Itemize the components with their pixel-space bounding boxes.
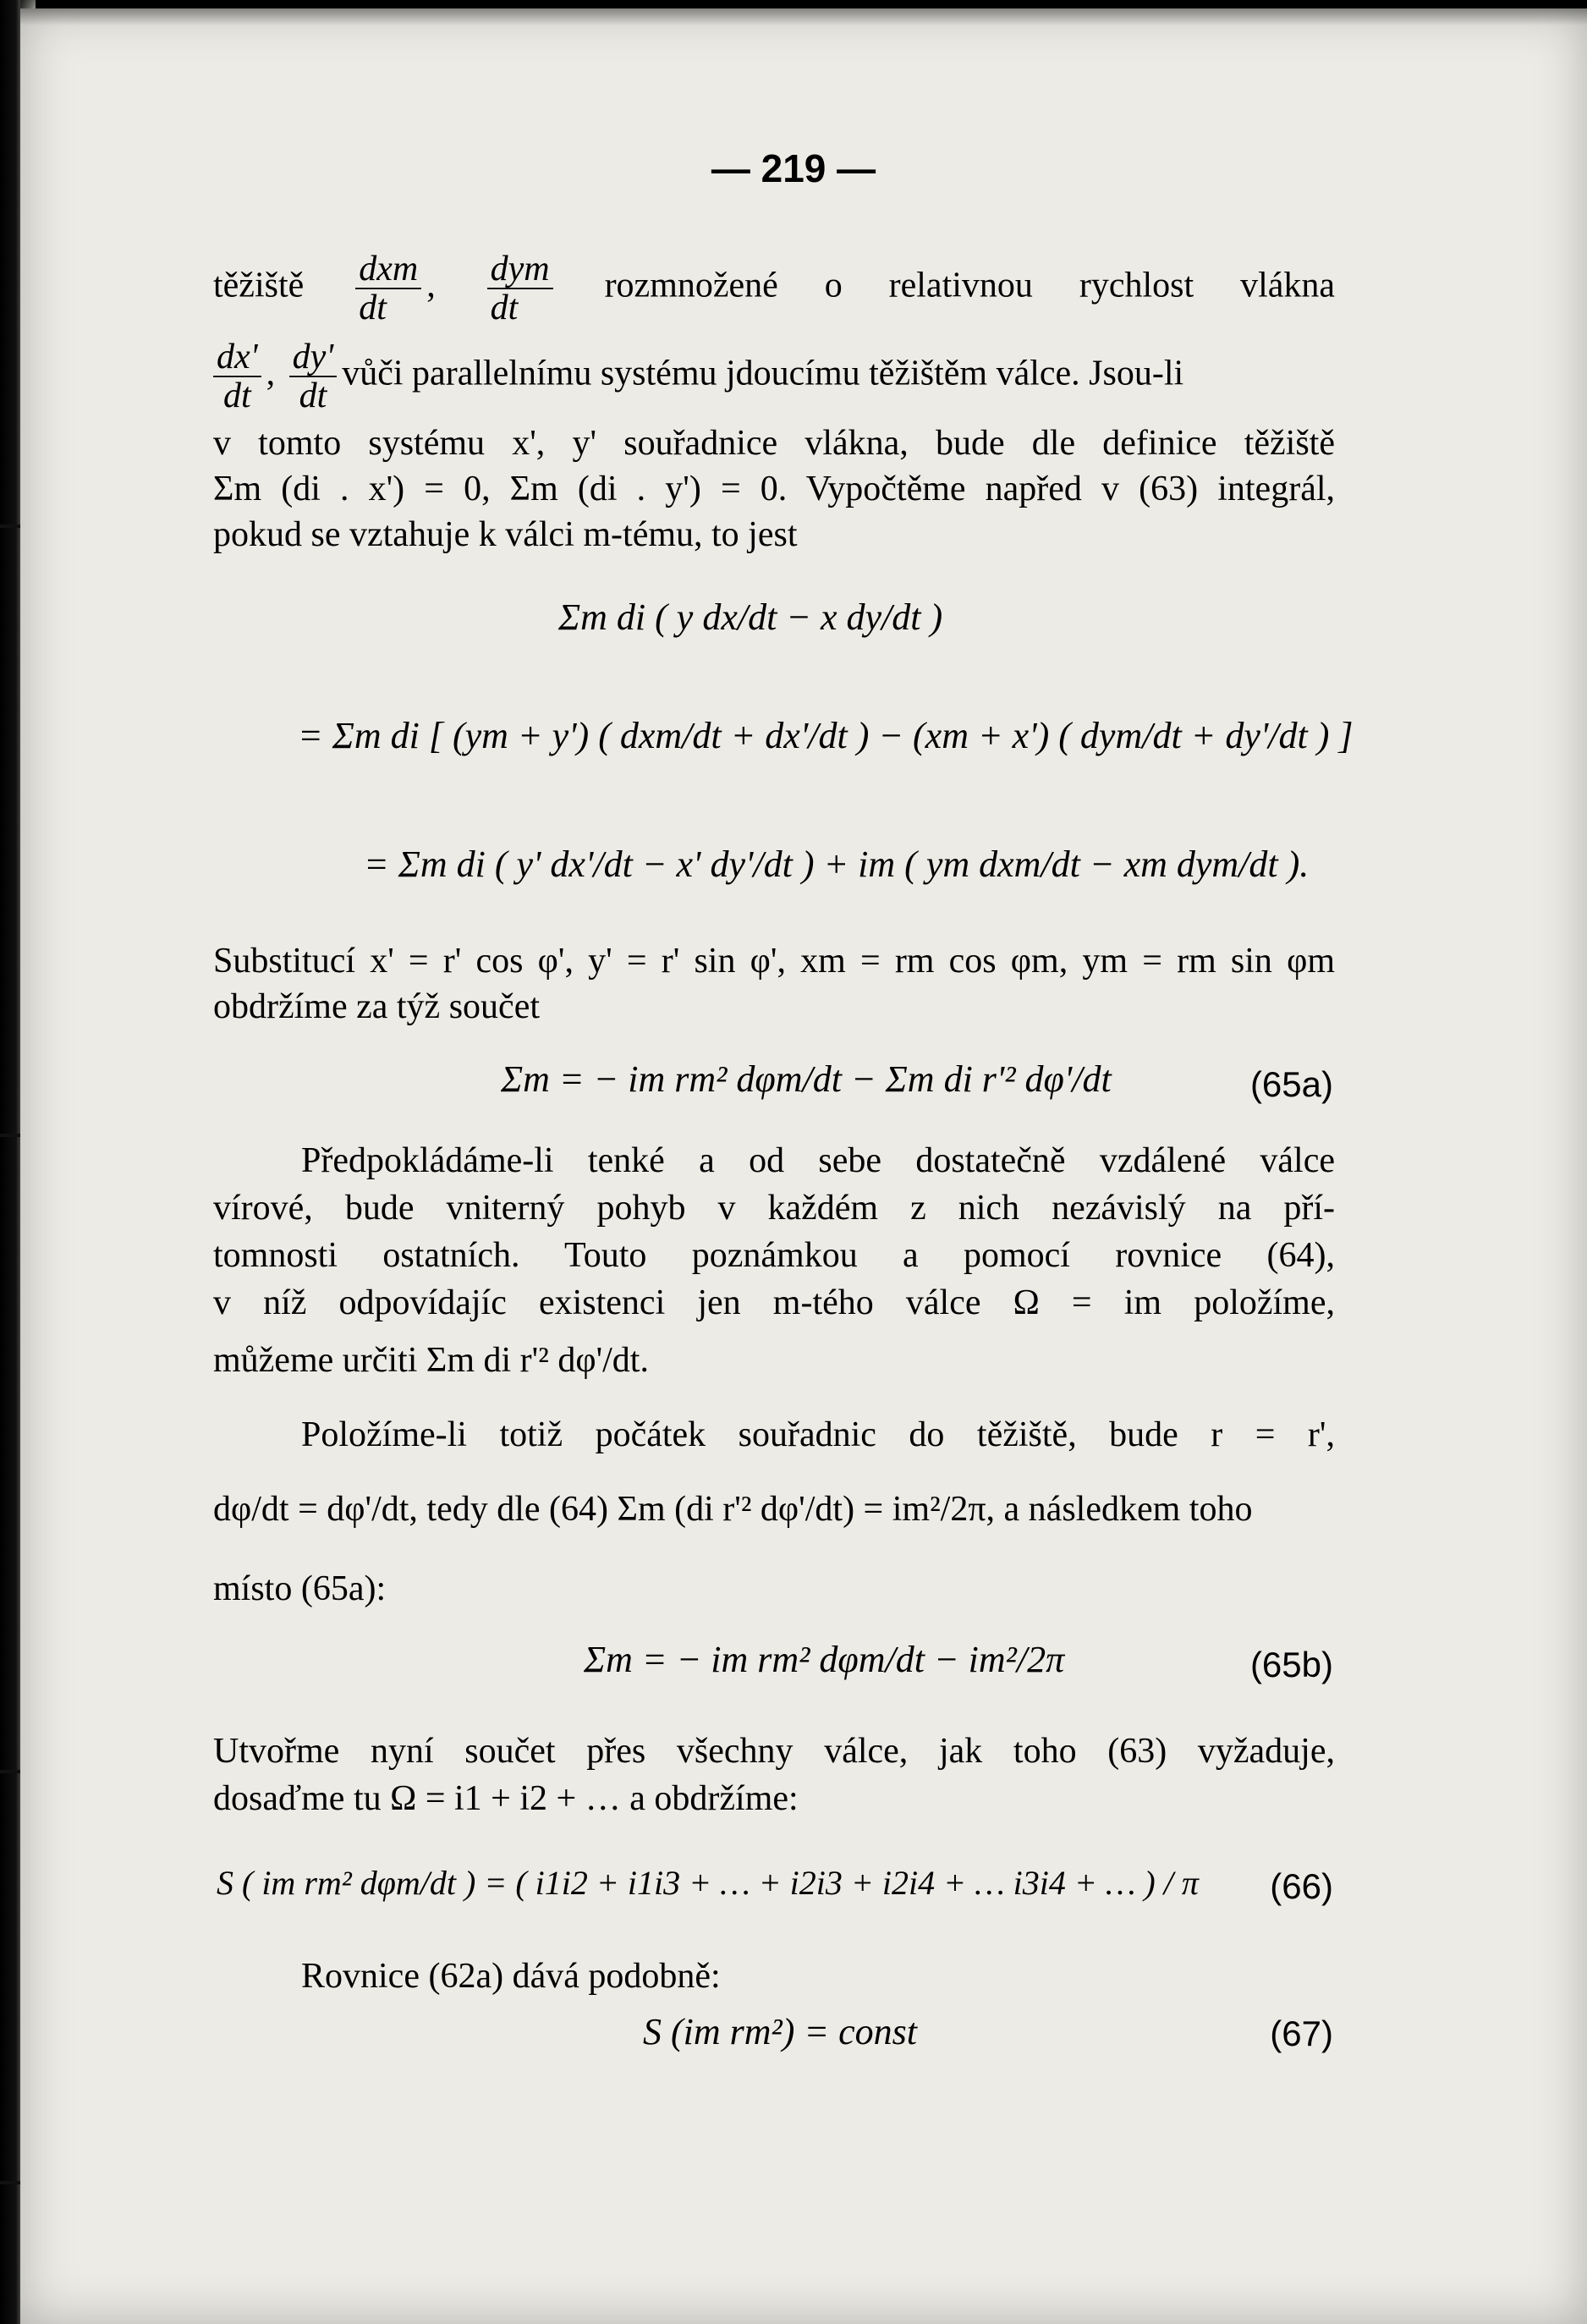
text-line-2: $\frac{dx'}{dt}$ , $\frac{dy'}{dt}$ vůči parallelnímu systému jdoucímu těžištěm válce. Jsou-li [213,338,1335,415]
equation-number: (65a) [1249,1064,1333,1104]
substitution-line-2: obdržíme za týž součet [213,987,540,1026]
fraction: $\frac{\text{dym}}{dt}$ [487,250,553,327]
text-line-5: pokud se vztahuje k válci m-tému, to jest [213,515,798,554]
text: vůči parallelnímu systému jdoucímu těžištěm válce. Jsou-li [342,354,1184,393]
text-line-3: v tomto systému x', y' souřadnice vlákna, bude dle definice těžiště [213,424,1335,463]
fraction: $\frac{dy'}{dt}$ [289,338,338,415]
page-number: — 219 — [711,146,876,190]
equation-1: Σm di ( y dx/dt − x dy/dt ) [558,596,943,638]
equation-65b: Σm = − im rm² dφm/dt − im²/2π [584,1639,1065,1680]
text-line: dφ/dt = dφ'/dt, tedy dle (64) Σm (di r'² dφ'/dt) = im²/2π, a následkem toho [213,1490,1253,1529]
equation-3: = Σm di ( y' dx'/dt − x' dy'/dt ) + im ( ym dxm/dt − xm dym/dt ). [364,843,1310,885]
equation-66: S ( im rm² dφm/dt ) = ( i1i2 + i1i3 + … + i2i3 + i2i4 + … i3i4 + … ) / π [217,1864,1199,1902]
word: těžiště [213,266,305,305]
fraction: $\frac{\text{dxm}}{dt}$ [355,250,421,327]
paragraph-3: Položíme-li totiž počátek souřadnic do těžiště, bude r = r', [301,1415,1335,1454]
equation-67: S (im rm²) = const [643,2011,917,2052]
text-line-1: těžiště $\frac{\text{dxm}}{dt}$ , $\frac{\text{dym}}{dt}$ rozmnožené o relativnou rychlost vlákna [213,250,1336,327]
paragraph-4: Utvořme nyní součet přes všechny válce, jak toho (63) vyžaduje, dosaďme tu Ω = i1 + i2 + … a obdržíme: [213,1732,1335,1818]
equation-2: = Σm di [ (ym + y') ( dxm/dt + dx'/dt ) − (xm + x') ( dym/dt + dy'/dt ) ] [298,715,1354,756]
substitution-line: Substitucí x' = r' cos φ', y' = r' sin φ', xm = rm cos φm, ym = rm sin φm [213,942,1335,981]
text-line: místo (65a): [213,1569,387,1608]
paragraph-2: Předpokládáme-li tenké a od sebe dostatečně vzdálené válce vírové, bude vniterný pohyb v každém z nich nezávislý na pří- tomnosti ostatních. Touto poznámkou a pomocí rovnice (64), v níž odpovídajíc existenci jen m-tého válce Ω = im položíme, [213,1141,1335,1322]
equation-number: (66) [1270,1866,1333,1906]
text-line-4: Σm (di . x') = 0, Σm (di . y') = 0. Vypočtěme napřed v (63) integrál, [213,470,1335,508]
fraction: $\frac{dx'}{dt}$ [213,338,261,415]
text-line: Rovnice (62a) dává podobně: [301,1957,721,1996]
equation-number: (67) [1270,2014,1333,2053]
text: rozmnožené o relativnou rychlost vlákna [604,266,1336,305]
equation-65a: Σm = − im rm² dφm/dt − Σm di r'² dφ'/dt [501,1058,1112,1100]
text-line: můžeme určiti Σm di r'² dφ'/dt. [213,1341,649,1380]
equation-number: (65b) [1249,1645,1333,1684]
top-shadow [20,0,1587,25]
